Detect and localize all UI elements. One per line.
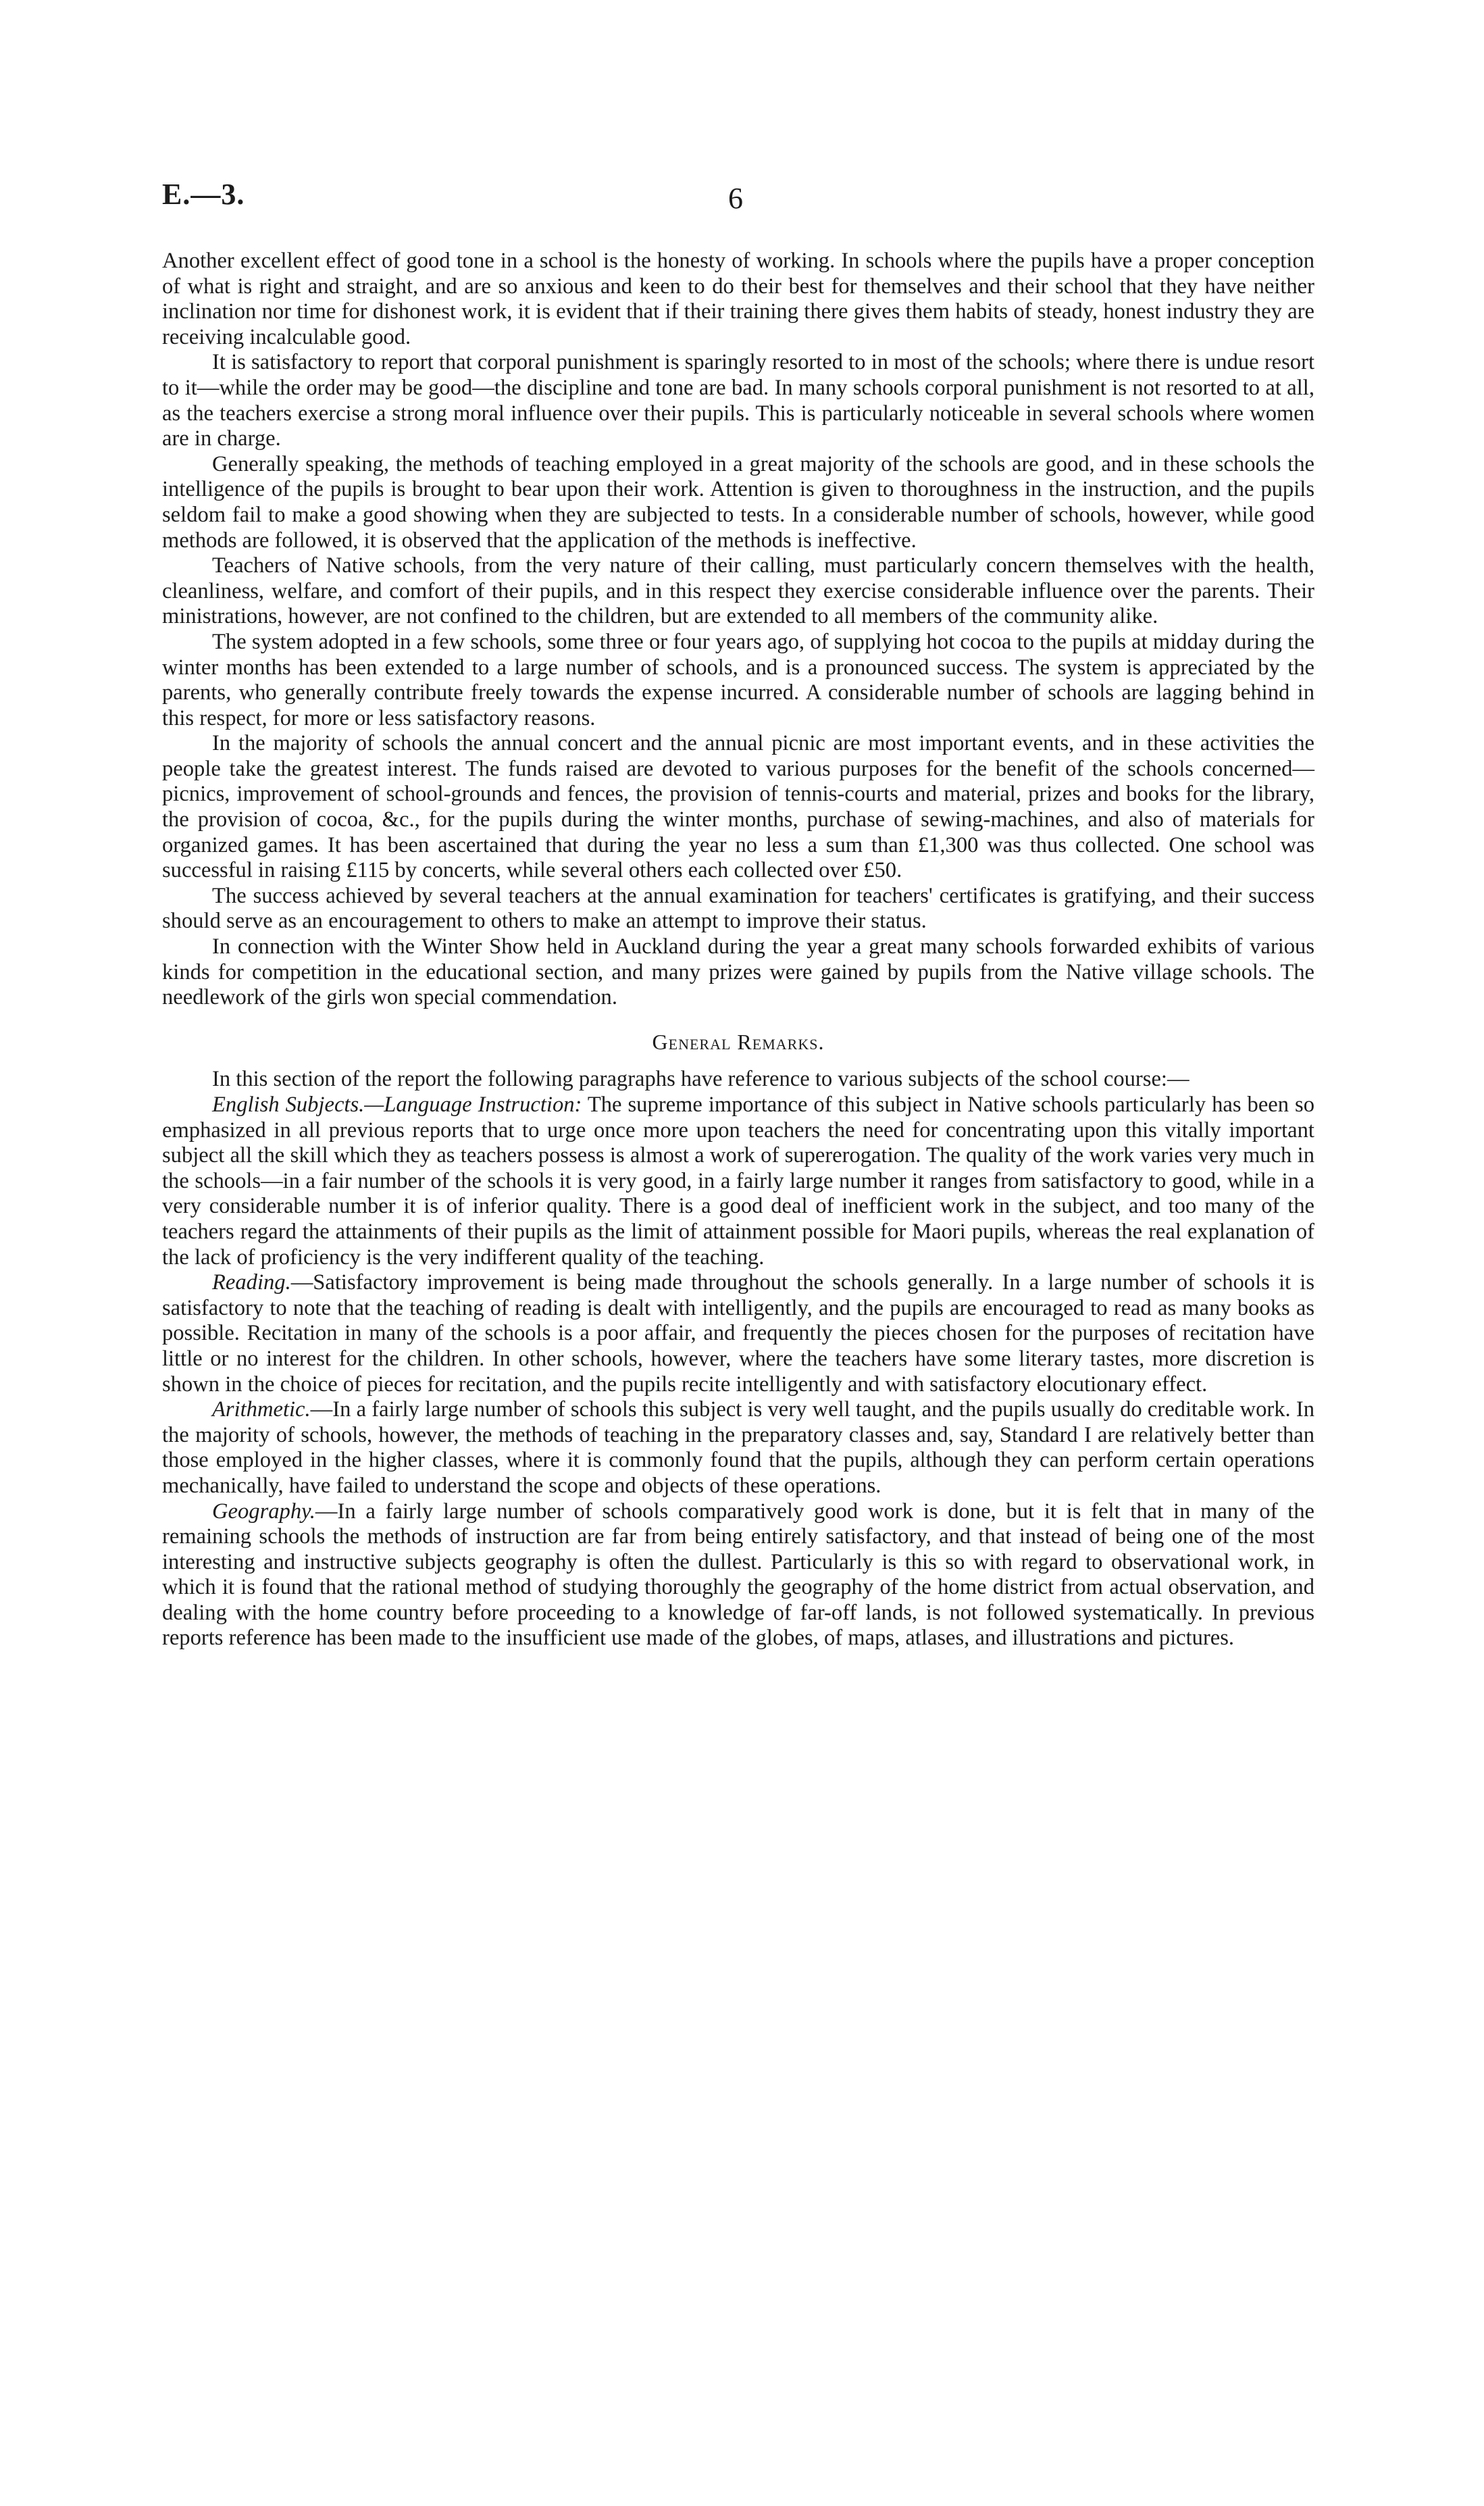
paragraph-arithmetic <box>162 1397 1314 1499</box>
paragraph-concerts-picnics: In the majority of schools the annual concert and the annual picnic are most important events, and in these activities the people take the greatest interest. The funds raised are devoted to various purposes for the benefit of the schools concerned—picnics, improvement of school-grounds and fences, the provision of tennis-courts and material, prizes and books for the library, the provision of cocoa, &c., for the pupils during the winter months, purchase of sewing-machines, and also of materials for organized games. It has been ascertained that during the year no less a sum than £1,300 was thus collected. One school was successful in raising £115 by concerts, while several others each collected over £50. <box>162 731 1314 883</box>
paragraph-corporal-punishment: It is satisfactory to report that corporal punishment is sparingly resorted to in most of the schools; where there is undue resort to it—while the order may be good—the discipline and tone are bad. In many schools corporal punishment is not resorted to at all, as the teachers exercise a strong moral influence over their pupils. This is particularly noticeable in several schools where women are in charge. <box>162 350 1314 451</box>
body-text <box>162 249 1314 1651</box>
subject-lead-reading: Reading. <box>212 1270 291 1295</box>
paragraph-honesty: Another excellent effect of good tone in a school is the honesty of working. In schools where the pupils have a proper conception of what is right and straight, and are so anxious and keen to do their best for themselves and their school that they have neither inclination nor time for dishonest work, it is evident that if their training there gives them habits of steady, honest industry they are receiving incalculable good. <box>162 249 1314 349</box>
document-reference: E.—3. <box>162 178 245 211</box>
subject-text-arithmetic: —In a fairly large number of schools this subject is very well taught, and the pupils usually do creditable work. In the majority of schools, however, the methods of teaching in the preparatory classes and, say, Standard I are relatively better than those employed in the higher classes, where it is commonly found that the pupils, although they can perform certain operations mechanically, have failed to understand the scope and objects of these operations. <box>162 1397 1314 1498</box>
paragraph-hot-cocoa: The system adopted in a few schools, some three or four years ago, of supplying hot cocoa to the pupils at midday during the winter months has been extended to a large number of schools, and is a pronounced success. The system is appreciated by the parents, who generally contribute freely towards the expense incurred. A considerable number of schools are lagging behind in this respect, for more or less satisfactory reasons. <box>162 629 1314 730</box>
section-heading-general-remarks: General Remarks. <box>652 1029 825 1054</box>
subject-text-reading: —Satisfactory improvement is being made throughout the schools generally. In a large number of schools it is satisfactory to note that the teaching of reading is dealt with intelligently, and the pupils are encouraged to read as many books as possible. Recitation in many of the schools is a poor affair, and frequently the pieces chosen for the purposes of recitation have little or no interest for the children. In other schools, however, where the teachers have some literary tastes, more discretion is shown in the choice of pieces for recitation, and the pupils recite intelligently and with satisfactory elocutionary effect. <box>162 1270 1314 1397</box>
paragraph-winter-show: In connection with the Winter Show held in Auckland during the year a great many schools forwarded exhibits of various kinds for competition in the educational section, and many prizes were gained by pupils from the Native village schools. The needlework of the girls won special commendation. <box>162 934 1314 1010</box>
paragraph-reading <box>162 1270 1314 1397</box>
paragraph-teachers-influence: Teachers of Native schools, from the very nature of their calling, must particularly concern themselves with the health, cleanliness, welfare, and comfort of their pupils, and in this respect they exercise considerable influence over the parents. Their ministrations, however, are not confined to the children, but are extended to all members of the community alike. <box>162 553 1314 629</box>
subject-lead-arithmetic: Arithmetic. <box>212 1397 311 1422</box>
paragraph-english-subjects <box>162 1093 1314 1270</box>
paragraph-general-intro: In this section of the report the following paragraphs have reference to various subjects of the school course:— <box>212 1067 1189 1092</box>
subject-lead-english: English Subjects.—Language Instruction: <box>212 1093 582 1117</box>
page-number: 6 <box>728 182 743 215</box>
subject-lead-geography: Geography. <box>212 1499 315 1524</box>
paragraph-geography <box>162 1499 1314 1652</box>
subject-text-english: The supreme importance of this subject in Native schools particularly has been so emphasized in all previous reports that to urge once more upon teachers the need for concentrating upon this vitally important subject all the skill which they as teachers possess is almost a work of supererogation. The quality of the work varies very much in the schools—in a fair number of the schools it is very good, in a fairly large number it ranges from satisfactory to good, while in a very considerable number it is of inferior quality. There is a good deal of inefficient work in the subject, and too many of the teachers regard the attainments of their pupils as the limit of attainment possible for Maori pupils, whereas the real explanation of the lack of proficiency is the very indifferent quality of the teaching. <box>162 1093 1315 1270</box>
subject-text-geography: —In a fairly large number of schools comparatively good work is done, but it is felt that in many of the remaining schools the methods of instruction are far from being entirely satisfactory, and that instead of being one of the most interesting and instructive subjects geography is often the dullest. Particularly is this so with regard to observational work, in which it is found that the rational method of studying thoroughly the geography of the home district from actual observation, and dealing with the home country before proceeding to a knowledge of far-off lands, is not followed systematically. In previous reports reference has been made to the insufficient use made of the globes, of maps, atlases, and illustrations and pictures. <box>162 1499 1314 1651</box>
paragraph-teacher-certificates: The success achieved by several teachers at the annual examination for teachers' certificates is gratifying, and their success should serve as an encouragement to others to make an attempt to improve their status. <box>162 883 1314 934</box>
paragraph-teaching-methods: Generally speaking, the methods of teaching employed in a great majority of the schools are good, and in these schools the intelligence of the pupils is brought to bear upon their work. Attention is given to thoroughness in the instruction, and the pupils seldom fail to make a good showing when they are subjected to tests. In a considerable number of schools, however, while good methods are followed, it is observed that the application of the methods is ineffective. <box>162 451 1314 553</box>
